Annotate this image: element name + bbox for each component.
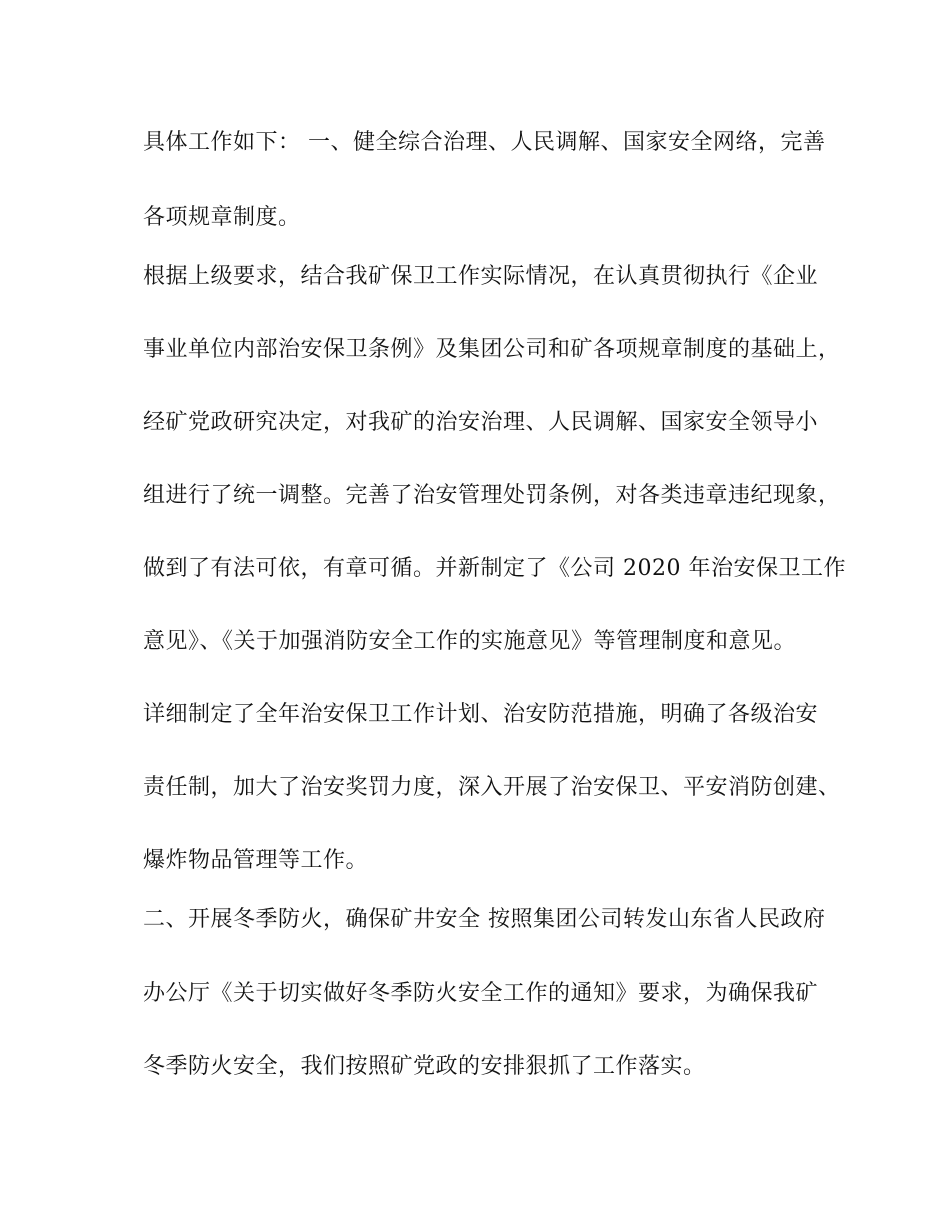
text-line: 根据上级要求，结合我矿保卫工作实际情况，在认真贯彻执行《企业: [143, 264, 819, 289]
text-line: 二、开展冬季防火，确保矿井安全 按照集团公司转发山东省人民政府: [143, 907, 826, 932]
text-line: 办公厅《关于切实做好冬季防火安全工作的通知》要求，为确保我矿: [143, 981, 819, 1006]
text-line: 意见》、《关于加强消防安全工作的实施意见》等管理制度和意见。: [143, 629, 797, 654]
text-line: 各项规章制度。: [143, 205, 301, 230]
text-line: 经矿党政研究决定，对我矿的治安治理、人民调解、国家安全领导小: [143, 410, 819, 435]
text-line: 爆炸物品管理等工作。: [143, 848, 369, 873]
text-line: 具体工作如下： 一、健全综合治理、人民调解、国家安全网络，完善: [143, 130, 826, 155]
text-line: 做到了有法可依，有章可循。并新制定了《公司 2020 年治安保卫工作: [143, 556, 846, 581]
text-line: 详细制定了全年治安保卫工作计划、治安防范措施，明确了各级治安: [143, 702, 819, 727]
text-line: 事业单位内部治安保卫条例》及集团公司和矿各项规章制度的基础上，: [143, 337, 841, 362]
text-line: 组进行了统一调整。完善了治安管理处罚条例，对各类违章违纪现象，: [143, 483, 841, 508]
text-line: 责任制，加大了治安奖罚力度，深入开展了治安保卫、平安消防创建、: [143, 775, 841, 800]
text-line: 冬季防火安全，我们按照矿党政的安排狠抓了工作落实。: [143, 1054, 706, 1079]
